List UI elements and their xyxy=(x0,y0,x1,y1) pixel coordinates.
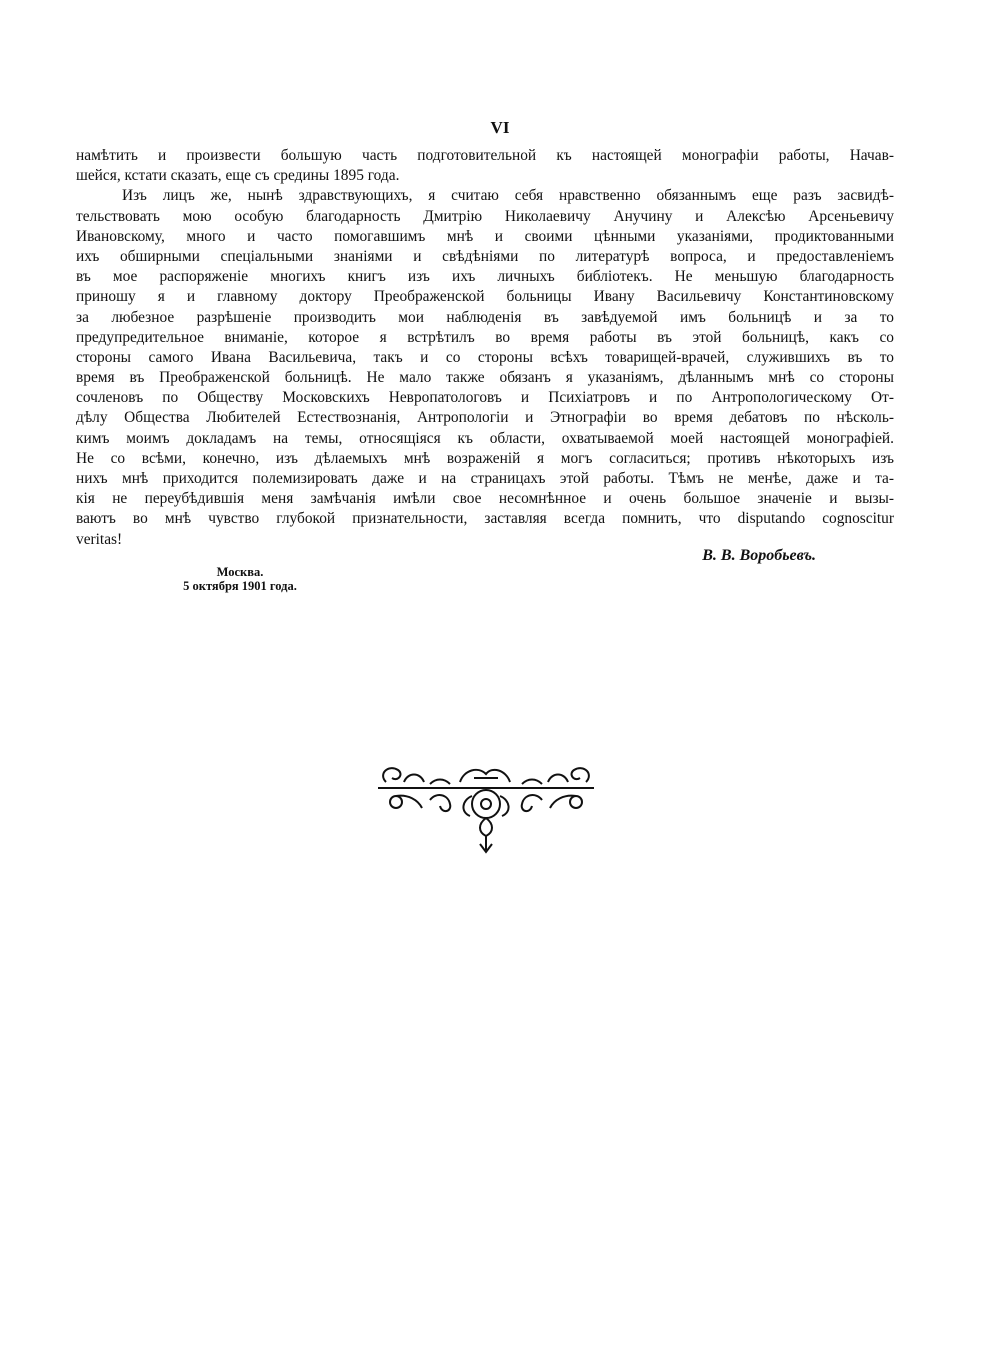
text-line: veritas! xyxy=(76,530,123,548)
text-line: ваютъ во мнѣ чувство глубокой признательности, заставляя всегда помнить, что disputando cognoscitur xyxy=(76,510,894,528)
date-label: 5 октября 1901 года. xyxy=(183,579,297,593)
text-line: тельствовать мою особую благодарность Дмитрію Николаевичу Анучину и Алексѣю Арсеньевичу xyxy=(76,207,894,225)
text-line: стороны самого Ивана Васильевича, такъ и со стороны всѣхъ товарищей-врачей, служившихъ въ то xyxy=(76,348,894,366)
text-line: время въ Преображенской больницѣ. Не мало также обязанъ я указаніямъ, дѣланнымъ мнѣ со стороны xyxy=(76,369,894,387)
text-line: дѣлу Общества Любителей Естествознанія, Антропологіи и Этнографіи во время дебатовъ по нѣсколь- xyxy=(76,409,894,427)
author-signature: В. В. Воробьевъ. xyxy=(702,547,816,564)
text-line: Изъ лицъ же, нынѣ здравствующихъ, я считаю себя нравственно обязаннымъ еще разъ засвидѣ- xyxy=(122,187,894,205)
place-date xyxy=(160,565,320,593)
place-label: Москва. xyxy=(216,565,264,579)
text-line: предупредительное вниманіе, которое я встрѣтилъ во время работы въ этой больницѣ, какъ со xyxy=(76,328,894,346)
text-line: нихъ мнѣ приходится полемизировать даже и на страницахъ этой работы. Тѣмъ не менѣе, даже и та- xyxy=(76,470,894,487)
text-line: намѣтить и произвести большую часть подготовительной къ настоящей монографіи работы, Начав- xyxy=(76,147,894,164)
text-line: Ивановскому, много и часто помогавшимъ мнѣ и своими цѣнными указаніями, продиктованными xyxy=(76,227,894,245)
body-text xyxy=(76,146,894,550)
text-line: шейся, кстати сказать, еще съ средины 1895 года. xyxy=(76,167,400,185)
text-line: за любезное разрѣшеніе производить мои наблюденія въ завѣдуемой имъ больницѣ и за то xyxy=(76,308,894,326)
text-line: въ мое распоряженіе многихъ книгъ изъ ихъ личныхъ библіотекъ. Не меньшую благодарность xyxy=(76,268,894,286)
text-line: сочленовъ по Обществу Московскихъ Невропатологовъ и Психіатровъ и по Антропологическому От- xyxy=(76,389,894,407)
text-line: приношу я и главному доктору Преображенской больницы Ивану Васильевичу Константиновскому xyxy=(76,288,894,306)
decorative-ornament-icon xyxy=(374,756,598,856)
page-number: VI xyxy=(490,118,510,137)
text-line: кимъ моимъ докладамъ на темы, относящіяся къ области, охватываемой моей настоящей монографіей. xyxy=(76,429,894,447)
text-line: Не со всѣми, конечно, изъ дѣлаемыхъ мнѣ возраженій я могъ согласиться; противъ нѣкоторыхъ изъ xyxy=(76,449,894,467)
text-line: ихъ обширными спеціальными знаніями и свѣдѣніями по литературѣ вопроса, и предоставленіемъ xyxy=(76,247,894,265)
text-line: кія не переубѣдившія меня замѣчанія имѣли свое несомнѣнное и очень большое значеніе и вызы- xyxy=(76,490,894,508)
